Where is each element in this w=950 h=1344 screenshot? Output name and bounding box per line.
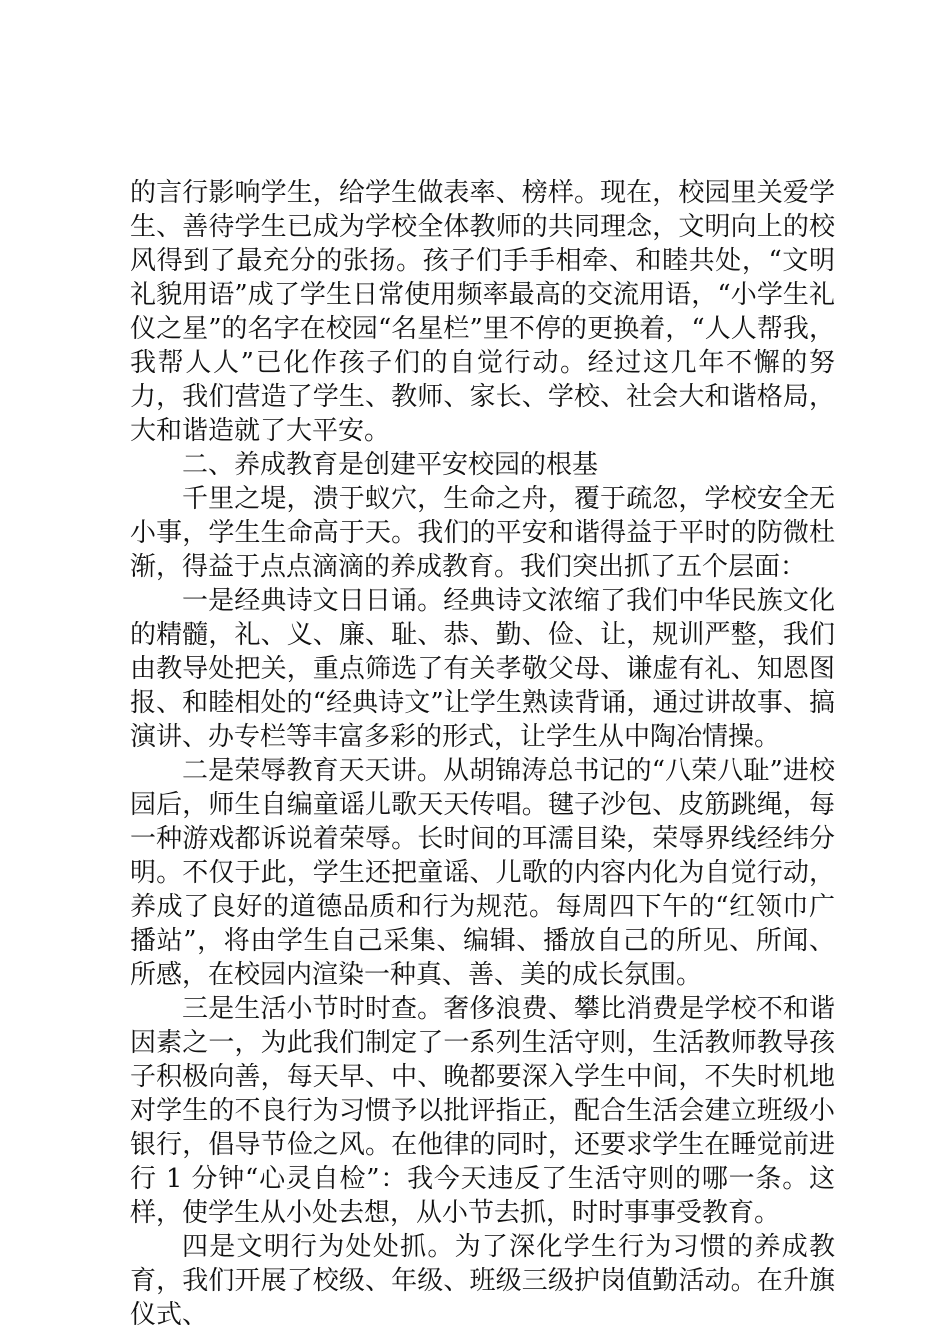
document-body — [130, 176, 835, 1332]
paragraph-intro: 千里之堤，溃于蚁穴，生命之舟，覆于疏忽，学校安全无小事，学生生命高于天。我们的平安和谐得益于平时的防微杜渐，得益于点点滴滴的养成教育。我们突出抓了五个层面： — [130, 484, 835, 582]
paragraph-point-three: 三是生活小节时时查。奢侈浪费、攀比消费是学校不和谐因素之一，为此我们制定了一系列生活守则，生活教师教导孩子积极向善，每天早、中、晚都要深入学生中间，不失时机地对学生的不良行为习惯予以批评指正，配合生活会建立班级小银行，倡导节俭之风。在他律的同时，还要求学生在睡觉前进行 1 分钟“心灵自检”：我今天违反了生活守则的哪一条。这样，使学生从小处去想，从小节去抓，时时事事受教育。 — [130, 994, 835, 1228]
paragraph-continuation: 的言行影响学生，给学生做表率、榜样。现在，校园里关爱学生、善待学生已成为学校全体教师的共同理念，文明向上的校风得到了最充分的张扬。孩子们手手相牵、和睦共处，“文明礼貌用语”成了学生日常使用频率最高的交流用语，“小学生礼仪之星”的名字在校园“名星栏”里不停的更换着，“人人帮我，我帮人人”已化作孩子们的自觉行动。经过这几年不懈的努力，我们营造了学生、教师、家长、学校、社会大和谐格局，大和谐造就了大平安。 — [130, 178, 835, 446]
paragraph-point-one: 一是经典诗文日日诵。经典诗文浓缩了我们中华民族文化的精髓，礼、义、廉、耻、恭、勤、俭、让，规训严整，我们由教导处把关，重点筛选了有关孝敬父母、谦虚有礼、知恩图报、和睦相处的“经典诗文”让学生熟读背诵，通过讲故事、搞演讲、办专栏等丰富多彩的形式，让学生从中陶冶情操。 — [130, 586, 835, 752]
paragraph-point-four: 四是文明行为处处抓。为了深化学生行为习惯的养成教育，我们开展了校级、年级、班级三级护岗值勤活动。在升旗仪式、 — [130, 1232, 835, 1330]
section-heading: 二、养成教育是创建平安校园的根基 — [182, 450, 599, 480]
paragraph-point-two: 二是荣辱教育天天讲。从胡锦涛总书记的“八荣八耻”进校园后，师生自编童谣儿歌天天传唱。毽子沙包、皮筋跳绳，每一种游戏都诉说着荣辱。长时间的耳濡目染，荣辱界线经纬分明。不仅于此，学生还把童谣、儿歌的内容内化为自觉行动，养成了良好的道德品质和行为规范。每周四下午的“红领巾广播站”，将由学生自己采集、编辑、播放自己的所见、所闻、所感，在校园内渲染一种真、善、美的成长氛围。 — [130, 756, 835, 990]
